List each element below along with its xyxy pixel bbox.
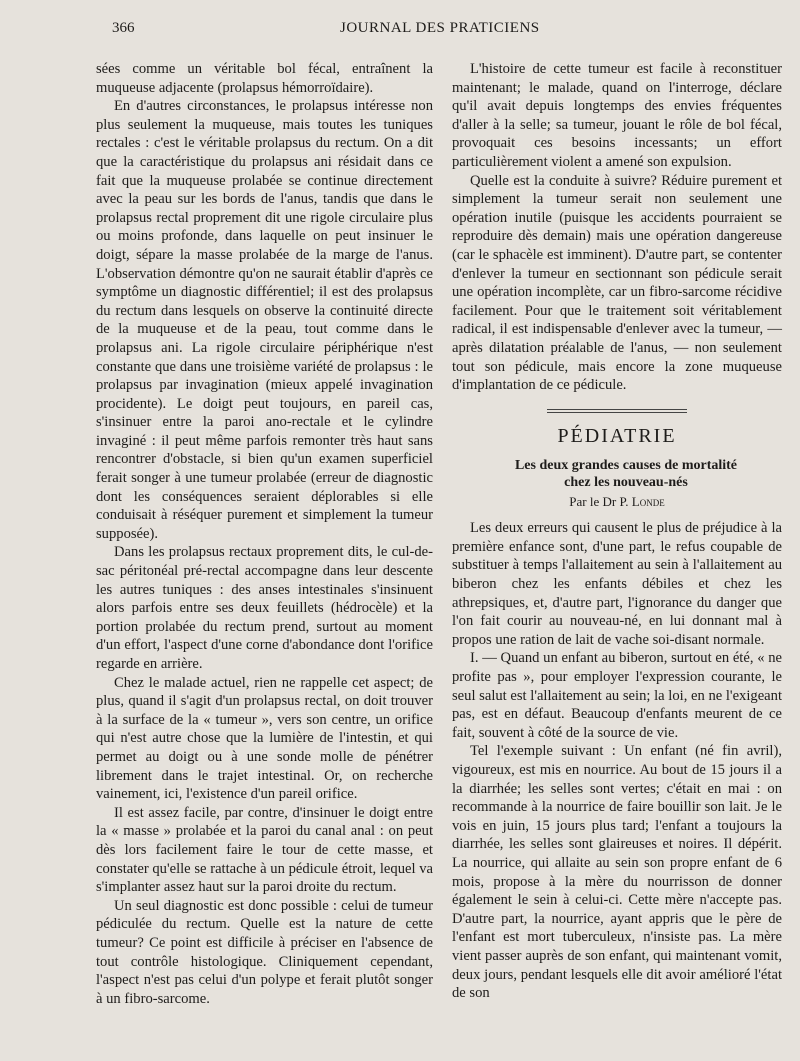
- paragraph: Un seul diagnostic est donc possible : celui de tumeur pédiculée du rectum. Quelle est la nature de cette tumeur? Ce point est difficile à préciser en l'absence de tout contrôle histologique. Cliniquement cependant, l'aspect n'est pas celui d'un polype et ferait plutôt songer à un fibro-sarcome.: [96, 897, 433, 1007]
- byline: [452, 493, 782, 512]
- left-column: [96, 60, 433, 1008]
- article-title-line-1: Les deux grandes causes de mortalité: [514, 457, 738, 473]
- right-column: [452, 60, 782, 1003]
- byline-author: Londe: [631, 493, 665, 509]
- page-number: 366: [112, 20, 135, 36]
- paragraph: sées comme un véritable bol fécal, entraînent la muqueuse adjacente (prolapsus hémorroïdaire).: [96, 61, 433, 96]
- article-title-line-2: chez les nouveau-nés: [564, 474, 688, 490]
- paragraph: En d'autres circonstances, le prolapsus intéresse non plus seulement la muqueuse, mais toutes les tuniques rectales : c'est le véritable prolapsus du rectum. On a dit que la caractéristique du prolapsus ani résidait dans ce fait que la muqueuse prolabée se continue directement avec la peau sur les bords de l'anus, tandis que dans le prolapsus rectal proprement dit une rigole circulaire plus ou moins profonde, dans laquelle on peut insinuer le doigt, sépare la masse prolabée de la marge de l'anus. L'observation démontre qu'on ne saurait établir d'après ce symptôme un diagnostic différentiel; il est des prolapsus du rectum dans lesquels on observe la continuité directe de la muqueuse et de la peau, tout comme dans le prolapsus ani. La rigole circulaire périphérique n'est constante que dans une troisième variété de prolapsus : le prolapsus par invagination (mieux appelé invagination procidente). Le doigt peut toujours, en pareil cas, s'insinuer entre la paroi ano-rectale et le cylindre invaginé : il peut même parfois remonter très haut sans rencontrer d'obstacle, si bien qu'un examen superficiel ferait songer à une tumeur prolabée (erreur de diagnostic dont les conséquences seraient déplorables si elle conduisait à réséquer purement et simplement la tumeur supposée).: [96, 98, 433, 542]
- byline-prefix: Par le Dr P.: [569, 493, 629, 509]
- page-header: [0, 20, 800, 40]
- paragraph: Les deux erreurs qui causent le plus de préjudice à la première enfance sont, d'une part, le refus coupable de substituer à temps l'allaitement au sein à l'allaitement au biberon chez les enfants débiles et chez les athrepsiques, et, d'autre part, l'ignorance du danger que l'on fait courir au nouveau-né, en lui donnant mal à propos une ration de lait de vache soi-disant normale.: [452, 520, 782, 648]
- paragraph: Dans les prolapsus rectaux proprement dits, le cul-de-sac péritonéal pré-rectal accompagne dans leur descente les autres tuniques : des anses intestinales s'insinuent alors parfois entre ses deux feuillets (hédrocèle) et la portion prolabée du rectum prend, surtout au moment d'un effort, l'aspect d'une corne d'abondance dont l'orifice regarde en arrière.: [96, 544, 433, 672]
- paragraph: Tel l'exemple suivant : Un enfant (né fin avril), vigoureux, est mis en nourrice. Au bout de 15 jours il a la diarrhée; les selles sont vertes; c'était en mai : on recommande à la nourrice de faire bouillir son lait. Je le vois en juin, 15 jours plus tard; l'enfant a toujours la diarrhée, les selles sont glaireuses et noires. Il dépérit. La nourrice, qui allaite au sein son propre enfant de 6 mois, propose à la mère du nourrisson de donner également le sein à celui-ci. Cette mère n'accepte pas. D'autre part, la nourrice, ayant appris que le père de l'enfant est mort tuberculeux, n'insiste pas. La mère vient passer auprès de son enfant, qui maintenant vomit, deux jours, pendant lesquels elle dit avoir amélioré l'état de son: [452, 743, 782, 1002]
- paragraph: I. — Quand un enfant au biberon, surtout en été, « ne profite pas », pour employer l'expression courante, le seul salut est l'allaitement au sein; la loi, en ne l'exigeant pas, est en défaut. Beaucoup d'enfants meurent de ce fait, souvent à côté de la source de vie.: [452, 650, 782, 741]
- paragraph: Quelle est la conduite à suivre? Réduire purement et simplement la tumeur serait non seulement une opération inutile (puisque les accidents pourraient se reproduire dès demain) mais une opération dangereuse (car le sphacèle est imminent). D'autre part, se contenter d'enlever la tumeur en sectionnant son pédicule serait une opération incomplète, car un fibro-sarcome récidive facilement. Pour que le traitement soit véritablement radical, il est indispensable d'enlever avec la tumeur, — après dilatation préalable de l'anus, — non seulement tout son pédicule, mais encore la zone muqueuse d'implantation de ce pédicule.: [452, 172, 782, 394]
- paragraph: Chez le malade actuel, rien ne rappelle cet aspect; de plus, quand il s'agit d'un prolapsus rectal, on doit trouver à la surface de la « tumeur », vers son centre, un orifice qui n'est autre chose que la lumière de l'intestin, et qui permet au doigt ou à une sonde molle de pénétrer librement dans le trajet intestinal. Or, on recherche vainement, ici, l'existence d'un pareil orifice.: [96, 674, 433, 803]
- paragraph: Il est assez facile, par contre, d'insinuer le doigt entre la « masse » prolabée et la paroi du canal anal : on peut dès lors facilement faire le tour de cette masse, et constater qu'elle se rattache à un pédicule étroit, lequel va s'implanter assez haut sur la paroi droite du rectum.: [96, 804, 433, 896]
- running-title: JOURNAL DES PRATICIENS: [340, 20, 540, 36]
- paragraph: L'histoire de cette tumeur est facile à reconstituer maintenant; le malade, quand on l'interroge, déclare qu'il avait depuis longtemps des envies fréquentes d'aller à la selle; sa tumeur, jouant le rôle de bol fécal, provoquait ces besoins incessants; un effort particulièrement violent a amené son expulsion.: [452, 61, 782, 170]
- section-divider: [547, 409, 687, 413]
- section-title: PÉDIATRIE: [557, 424, 677, 447]
